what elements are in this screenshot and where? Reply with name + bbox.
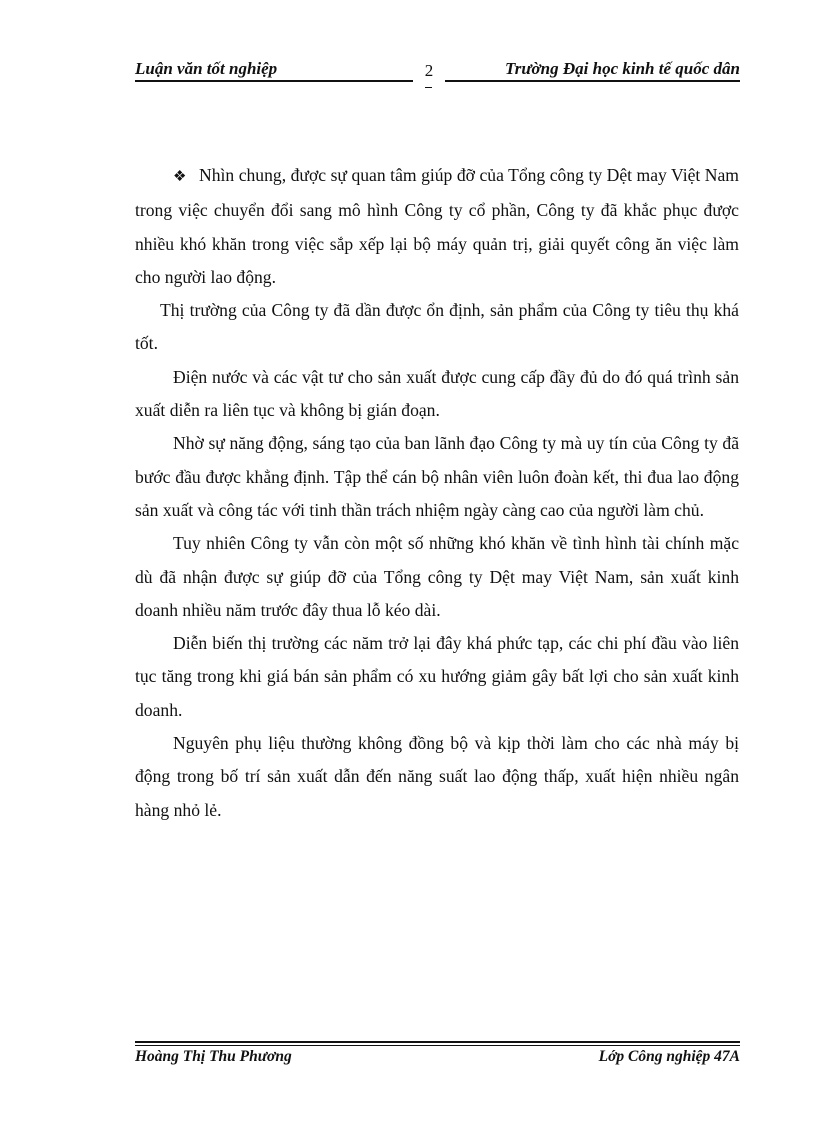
paragraph-6: Diễn biến thị trường các năm trở lại đây khá phức tạp, các chi phí đầu vào liên tục tăng trong khi giá bán sản phẩm có xu hướng giảm gây bất lợi cho sản xuất kinh doanh. [135,633,739,720]
header-thesis-title: Luận văn tốt nghiệp [135,58,413,82]
paragraph-2: Thị trường của Công ty đã dần được ổn định, sản phẩm của Công ty tiêu thụ khá tốt. [135,300,739,354]
diamond-bullet-icon: ❖ [173,169,187,185]
header-page-number: 2 [424,61,434,80]
header-university-title: Trường Đại học kinh tế quốc dân [445,58,740,82]
footer-author: Hoàng Thị Thu Phương [135,1048,292,1065]
footer-divider [135,1041,740,1043]
paragraph-3: Điện nước và các vật tư cho sản xuất được cung cấp đầy đủ do đó quá trình sản xuất diễn ra liên tục và không bị gián đoạn. [135,366,739,421]
paragraph-7: Nguyên phụ liệu thường không đồng bộ và kịp thời làm cho các nhà máy bị động trong bố trí sản xuất dẫn đến năng suất lao động thấp, xuất hiện nhiều ngân hàng nhỏ lẻ. [135,733,739,820]
paragraph-5: Tuy nhiên Công ty vẫn còn một số những khó khăn về tình hình tài chính mặc dù đã nhận được sự giúp đỡ của Tổng công ty Dệt may Việt Nam, sản xuất kinh doanh nhiều năm trước đây thua lỗ kéo dài. [135,533,739,620]
footer-divider-thin [135,1045,740,1046]
footer-class: Lớp Công nghiệp 47A [598,1048,740,1065]
paragraph-4: Nhờ sự năng động, sáng tạo của ban lãnh đạo Công ty mà uy tín của Công ty đã bước đầu được khẳng định. Tập thể cán bộ nhân viên luôn đoàn kết, thi đua lao động sản xuất và công tác với tinh thần trách nhiệm ngày càng cao của người làm chủ. [135,433,739,520]
paragraph-1-text: Nhìn chung, được sự quan tâm giúp đỡ của Tổng công ty Dệt may Việt Nam trong việc chuyển đổi sang mô hình Công ty cổ phần, Công ty đã khắc phục được nhiều khó khăn trong việc sắp xếp lại bộ máy quản trị, giải quyết công ăn việc làm cho người lao động. [135,165,739,287]
page-number-underline [425,87,432,88]
paragraph-1 [135,159,739,294]
body-text [135,159,739,827]
